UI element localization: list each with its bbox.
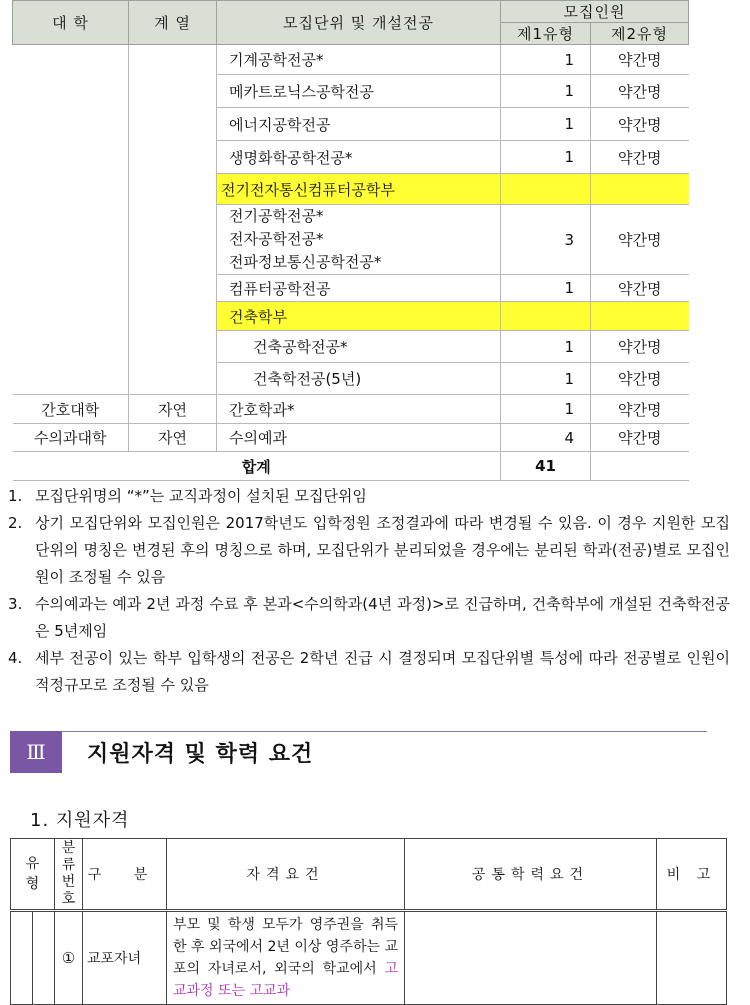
qualification-table (10, 838, 727, 1005)
major-name: 메카트로닉스공학전공 (217, 75, 501, 108)
field-cell-empty (129, 45, 217, 395)
type1-count: 1 (501, 45, 591, 75)
field-name: 자연 (129, 395, 217, 424)
note-number: 2. (8, 514, 23, 532)
note-number: 3. (8, 595, 23, 613)
type2-count: 약간명 (591, 141, 689, 174)
code-cell: ① (55, 911, 83, 1005)
requirement-cell (167, 911, 405, 1005)
major-name: 건축공학전공* (217, 331, 501, 363)
requirement-highlight: 고교과정 또는 고교과 (173, 961, 398, 999)
header-unit: 모집단위 및 개설전공 (217, 1, 501, 45)
subsection-title: 1. 지원자격 (30, 810, 130, 831)
note-text: 상기 모집단위와 모집인원은 2017학년도 입학정원 조정결과에 따라 변경될 수 있음. 이 경우 지원한 모집단위의 명칭은 변경된 후의 명칭으로 하며, 모집단위가 분리되었을 경우에는 분리된 학과(전공)별로 모집인원이 조정될 수 있음 (35, 514, 730, 586)
type-cell (11, 911, 33, 1005)
major-name: 수의예과 (217, 424, 501, 452)
division-empty (591, 174, 689, 205)
remark-cell (657, 911, 727, 1005)
major-name: 에너지공학전공 (217, 108, 501, 141)
type1-count: 4 (501, 424, 591, 452)
section-divider (10, 731, 707, 732)
note-item (8, 591, 730, 645)
college-name: 간호대학 (13, 395, 129, 424)
type2-count: 약간명 (591, 363, 689, 395)
header-category: 구 분 (83, 839, 167, 911)
header-type-text: 유형 (25, 856, 40, 892)
type1-count: 1 (501, 363, 591, 395)
requirement-text: 부모 및 학생 모두가 영주권을 취득한 후 외국에서 2년 이상 영주하는 교포의 자녀로서, 외국의 학교에서 (173, 917, 398, 977)
college-name: 수의과대학 (13, 424, 129, 452)
header-field: 계 열 (129, 1, 217, 45)
type2-count: 약간명 (591, 75, 689, 108)
major-name: 건축학전공(5년) (217, 363, 501, 395)
major-name: 기계공학전공* (217, 45, 501, 75)
major-name: 컴퓨터공학전공 (217, 275, 501, 302)
major-name: 전자공학전공* (229, 230, 324, 248)
division-empty (501, 302, 591, 331)
type1-count: 1 (501, 395, 591, 424)
college-cell-empty (13, 45, 129, 395)
category-cell: 교포자녀 (83, 911, 167, 1005)
type2-count: 약간명 (591, 331, 689, 363)
header-type1: 제1유형 (501, 23, 591, 45)
section-title: 지원자격 및 학력 요건 (87, 742, 314, 767)
major-name: 전기공학전공* (229, 207, 324, 225)
type2-count: 약간명 (591, 45, 689, 75)
section-number-badge: Ⅲ (10, 731, 62, 773)
note-item (8, 645, 730, 699)
total-label: 합계 (13, 452, 501, 481)
note-number: 4. (8, 649, 23, 667)
type1-count: 1 (501, 331, 591, 363)
type1-count: 3 (501, 205, 591, 275)
header-requirement: 자격요건 (167, 839, 405, 911)
header-type (11, 839, 55, 911)
recruitment-table (12, 0, 689, 481)
type2-count: 약간명 (591, 275, 689, 302)
note-item (8, 483, 730, 510)
header-code (55, 839, 83, 911)
division-empty (591, 302, 689, 331)
header-remark: 비 고 (657, 839, 727, 911)
total-row (13, 452, 689, 481)
header-common: 공통학력요건 (405, 839, 657, 911)
major-group (217, 205, 501, 275)
table-row (13, 395, 689, 424)
type2-count: 약간명 (591, 205, 689, 275)
header-college: 대 학 (13, 1, 129, 45)
total-value: 41 (501, 452, 591, 481)
type1-count: 1 (501, 275, 591, 302)
major-name: 간호학과* (217, 395, 501, 424)
header-type2: 제2유형 (591, 23, 689, 45)
table-row (13, 45, 689, 75)
note-text: 모집단위명의 “*”는 교직과정이 설치된 모집단위임 (35, 487, 367, 505)
type-cell (33, 911, 55, 1005)
notes-list (8, 483, 730, 699)
division-empty (501, 174, 591, 205)
table-row (11, 911, 727, 1005)
division-name: 전기전자통신컴퓨터공학부 (217, 174, 501, 205)
total-empty (591, 452, 689, 481)
header-quota: 모집인원 (501, 1, 689, 23)
major-name: 생명화학공학전공* (217, 141, 501, 174)
note-text: 수의예과는 예과 2년 과정 수료 후 본과<수의학과(4년 과정)>로 진급하며, 건축학부에 개설된 건축학전공은 5년제임 (35, 595, 730, 640)
type2-count: 약간명 (591, 424, 689, 452)
type2-count: 약간명 (591, 395, 689, 424)
table-row (13, 424, 689, 452)
division-name: 건축학부 (217, 302, 501, 331)
header-code-text: 분류번호 (61, 840, 76, 907)
type1-count: 1 (501, 141, 591, 174)
note-text: 세부 전공이 있는 학부 입학생의 전공은 2학년 진급 시 결정되며 모집단위별 특성에 따라 전공별로 인원이 적정규모로 조정될 수 있음 (35, 649, 730, 694)
common-cell (405, 911, 657, 1005)
type1-count: 1 (501, 108, 591, 141)
type1-count: 1 (501, 75, 591, 108)
note-item (8, 510, 730, 591)
field-name: 자연 (129, 424, 217, 452)
note-number: 1. (8, 487, 23, 505)
major-name: 전파정보통신공학전공* (229, 253, 382, 271)
type2-count: 약간명 (591, 108, 689, 141)
